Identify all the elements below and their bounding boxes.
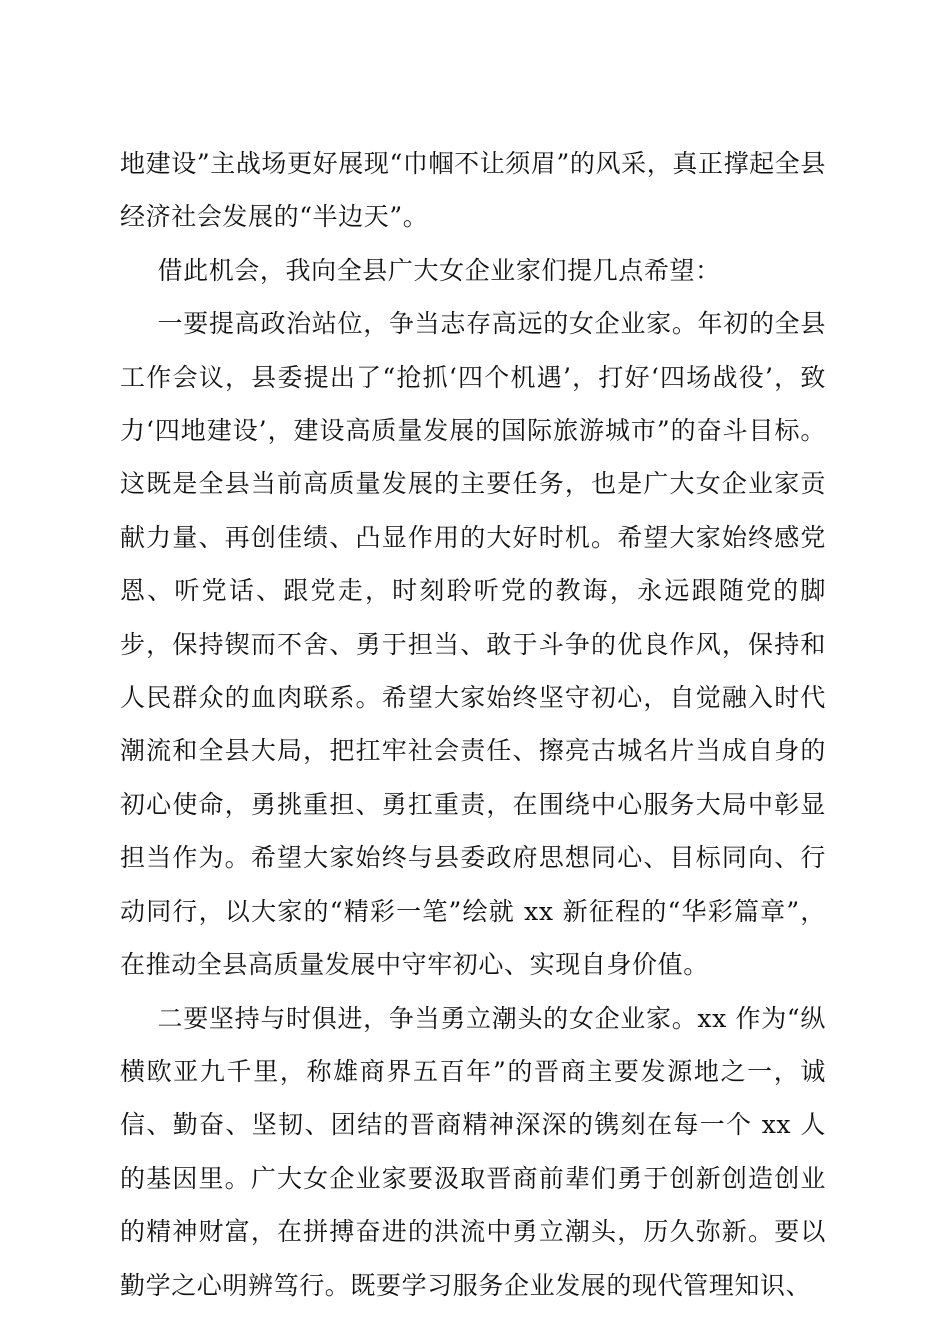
paragraph-point-one: 一要提高政治站位，争当志存高远的女企业家。年初的全县工作会议，县委提出了“抢抓‘四个机遇’，打好‘四场战役’，致力‘四地建设’，建设高质量发展的国际旅游城市”的奋斗目标。这既是全县当前高质量发展的主要任务，也是广大女企业家贡献力量、再创佳绩、凸显作用的大好时机。希望大家始终感党恩、听党话、跟党走，时刻聆听党的教诲，永远跟随党的脚步，保持锲而不舍、勇于担当、敢于斗争的优良作风，保持和人民群众的血肉联系。希望大家始终坚守初心，自觉融入时代潮流和全县大局，把扛牢社会责任、擦亮古城名片当成自身的初心使命，勇挑重担、勇扛重责，在围绕中心服务大局中彰显担当作为。希望大家始终与县委政府思想同心、目标同向、行动同行，以大家的“精彩一笔”绘就 xx 新征程的“华彩篇章”，在推动全县高质量发展中守牢初心、实现自身价值。 <box>120 309 826 980</box>
document-body <box>120 137 826 1312</box>
paragraph-point-two: 二要坚持与时俱进，争当勇立潮头的女企业家。xx 作为“纵横欧亚九千里，称雄商界五百年”的晋商主要发源地之一，诚信、勤奋、坚韧、团结的晋商精神深深的镌刻在每一个 xx 人的基因里。广大女企业家要汲取晋商前辈们勇于创新创造创业的精神财富，在拼搏奋进的洪流中勇立潮头，历久弥新。要以勤学之心明辨笃行。既要学习服务企业发展的现代管理知识、 <box>120 1003 826 1300</box>
paragraph-intro: 借此机会，我向全县广大女企业家们提几点希望： <box>157 255 721 285</box>
paragraph-continuation: 地建设”主战场更好展现“巾帼不让须眉”的风采，真正撑起全县经济社会发展的“半边天”。 <box>120 149 826 232</box>
